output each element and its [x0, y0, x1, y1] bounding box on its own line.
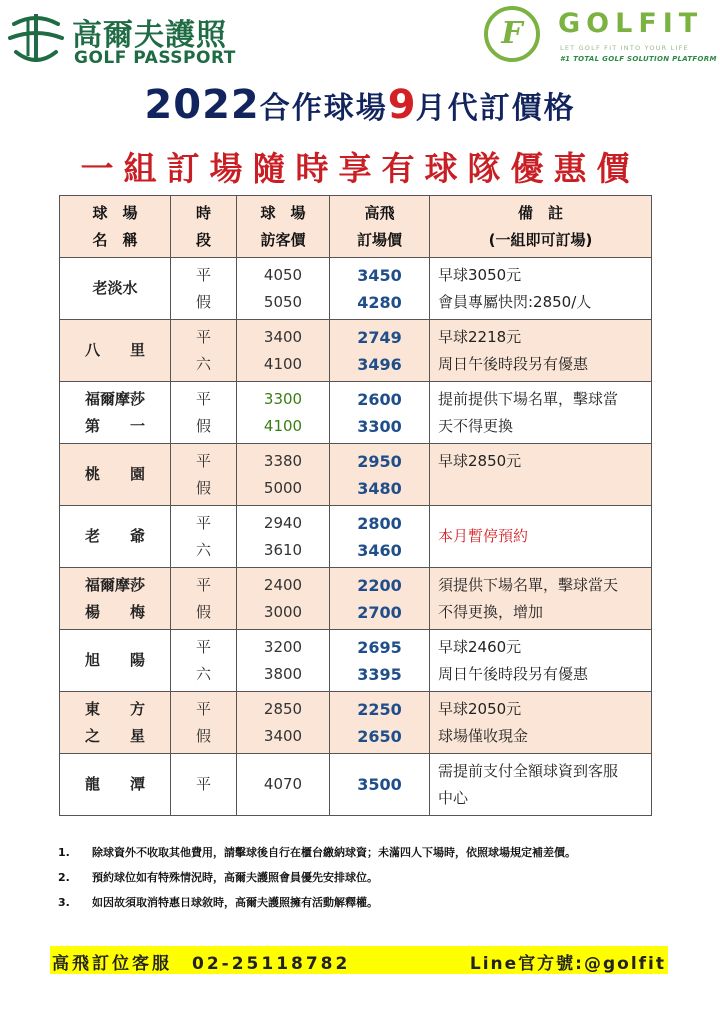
time-slots: 平: [171, 754, 237, 816]
booking-prices: 2749 3496: [330, 320, 430, 382]
golfit-logo: [478, 6, 717, 68]
course-notes: 早球2460元 周日午後時段另有優惠: [430, 630, 652, 692]
golfit-subtagline: #1 TOTAL GOLF SOLUTION PLATFORM: [560, 55, 717, 63]
table-row: [60, 382, 652, 444]
booking-prices: 2950 3480: [330, 444, 430, 506]
price-table: [59, 195, 652, 816]
golf-passport-en: GOLF PASSPORT: [74, 48, 236, 68]
time-slots: 平 假: [171, 568, 237, 630]
visitor-prices: 2850 3400: [237, 692, 330, 754]
course-name: 老 爺: [60, 506, 171, 568]
course-notes: 須提供下場名單，擊球當天 不得更換，增加: [430, 568, 652, 630]
table-row: [60, 692, 652, 754]
service-phone: 高飛訂位客服 02-25118782: [52, 954, 351, 974]
golf-passport-mark-icon: [6, 8, 66, 68]
table-row: [60, 754, 652, 816]
header-visitor-price: 球 場 訪客價: [237, 196, 330, 258]
header-booking-price: 高飛 訂場價: [330, 196, 430, 258]
booking-prices: 2200 2700: [330, 568, 430, 630]
table-row: [60, 506, 652, 568]
time-slots: 平 假: [171, 258, 237, 320]
golf-passport-logo: [6, 8, 246, 68]
course-name: 老淡水: [60, 258, 171, 320]
course-name: 東 方 之 星: [60, 692, 171, 754]
course-name: 福爾摩莎 楊 梅: [60, 568, 171, 630]
course-notes: 早球2850元: [430, 444, 652, 506]
page-subtitle: 一組訂場隨時享有球隊優惠價: [80, 149, 640, 188]
booking-prices: 2250 2650: [330, 692, 430, 754]
table-row: [60, 320, 652, 382]
visitor-prices: 3400 4100: [237, 320, 330, 382]
course-notes: 本月暫停預約: [430, 506, 652, 568]
golfit-f-icon: F: [484, 6, 540, 62]
course-notes: 早球2050元 球場僅收現金: [430, 692, 652, 754]
time-slots: 平 假: [171, 692, 237, 754]
time-slots: 平 六: [171, 630, 237, 692]
golfit-tagline: LET GOLF FIT INTO YOUR LIFE: [560, 44, 689, 52]
table-row: [60, 444, 652, 506]
header-course-name: 球 場 名 稱: [60, 196, 171, 258]
time-slots: 平 六: [171, 506, 237, 568]
table-row: [60, 568, 652, 630]
time-slots: 平 假: [171, 382, 237, 444]
footnotes: [58, 844, 698, 919]
time-slots: 平 六: [171, 320, 237, 382]
footnote-item: 2. 預約球位如有特殊情況時，高爾夫護照會員優先安排球位。: [58, 871, 378, 884]
visitor-prices: 2400 3000: [237, 568, 330, 630]
course-name: 龍 潭: [60, 754, 171, 816]
course-name: 福爾摩莎 第 一: [60, 382, 171, 444]
visitor-prices: 4070: [237, 754, 330, 816]
title-year: 2022: [144, 82, 260, 128]
footnote-item: 3. 如因故須取消特惠日球敘時，高爾夫護照擁有活動解釋權。: [58, 896, 378, 909]
footnote-item: 1. 除球資外不收取其他費用，請擊球後自行在櫃台繳納球資；未滿四人下場時，依照球場規定補差價。: [58, 846, 576, 859]
booking-prices: 2800 3460: [330, 506, 430, 568]
booking-prices: 3500: [330, 754, 430, 816]
course-notes: 早球3050元 會員專屬快閃:2850/人: [430, 258, 652, 320]
course-notes: 早球2218元 周日午後時段另有優惠: [430, 320, 652, 382]
course-name: 八 里: [60, 320, 171, 382]
booking-prices: 3450 4280: [330, 258, 430, 320]
visitor-prices: 4050 5050: [237, 258, 330, 320]
booking-prices: 2695 3395: [330, 630, 430, 692]
table-header-row: [60, 196, 652, 258]
course-notes: 需提前支付全額球資到客服 中心: [430, 754, 652, 816]
contact-bar: [50, 946, 668, 974]
visitor-prices: 3380 5000: [237, 444, 330, 506]
course-name: 桃 園: [60, 444, 171, 506]
line-official-account: Line官方號:@golfit: [469, 954, 666, 974]
header-notes: 備 註 (一組即可訂場): [430, 196, 652, 258]
title-month: 9: [387, 82, 416, 128]
visitor-prices: 3200 3800: [237, 630, 330, 692]
time-slots: 平 假: [171, 444, 237, 506]
golfit-wordmark: GOLFIT: [558, 8, 704, 39]
header-time-slot: 時 段: [171, 196, 237, 258]
title-part2: 月代訂價格: [415, 91, 576, 126]
page-title: [0, 82, 720, 128]
visitor-prices: 2940 3610: [237, 506, 330, 568]
course-notes: 提前提供下場名單，擊球當 天不得更換: [430, 382, 652, 444]
golf-passport-cn: 高爾夫護照: [72, 18, 227, 53]
table-row: [60, 258, 652, 320]
booking-prices: 2600 3300: [330, 382, 430, 444]
table-row: [60, 630, 652, 692]
title-part1: 合作球場: [259, 91, 388, 126]
visitor-prices: 3300 4100: [237, 382, 330, 444]
course-name: 旭 陽: [60, 630, 171, 692]
